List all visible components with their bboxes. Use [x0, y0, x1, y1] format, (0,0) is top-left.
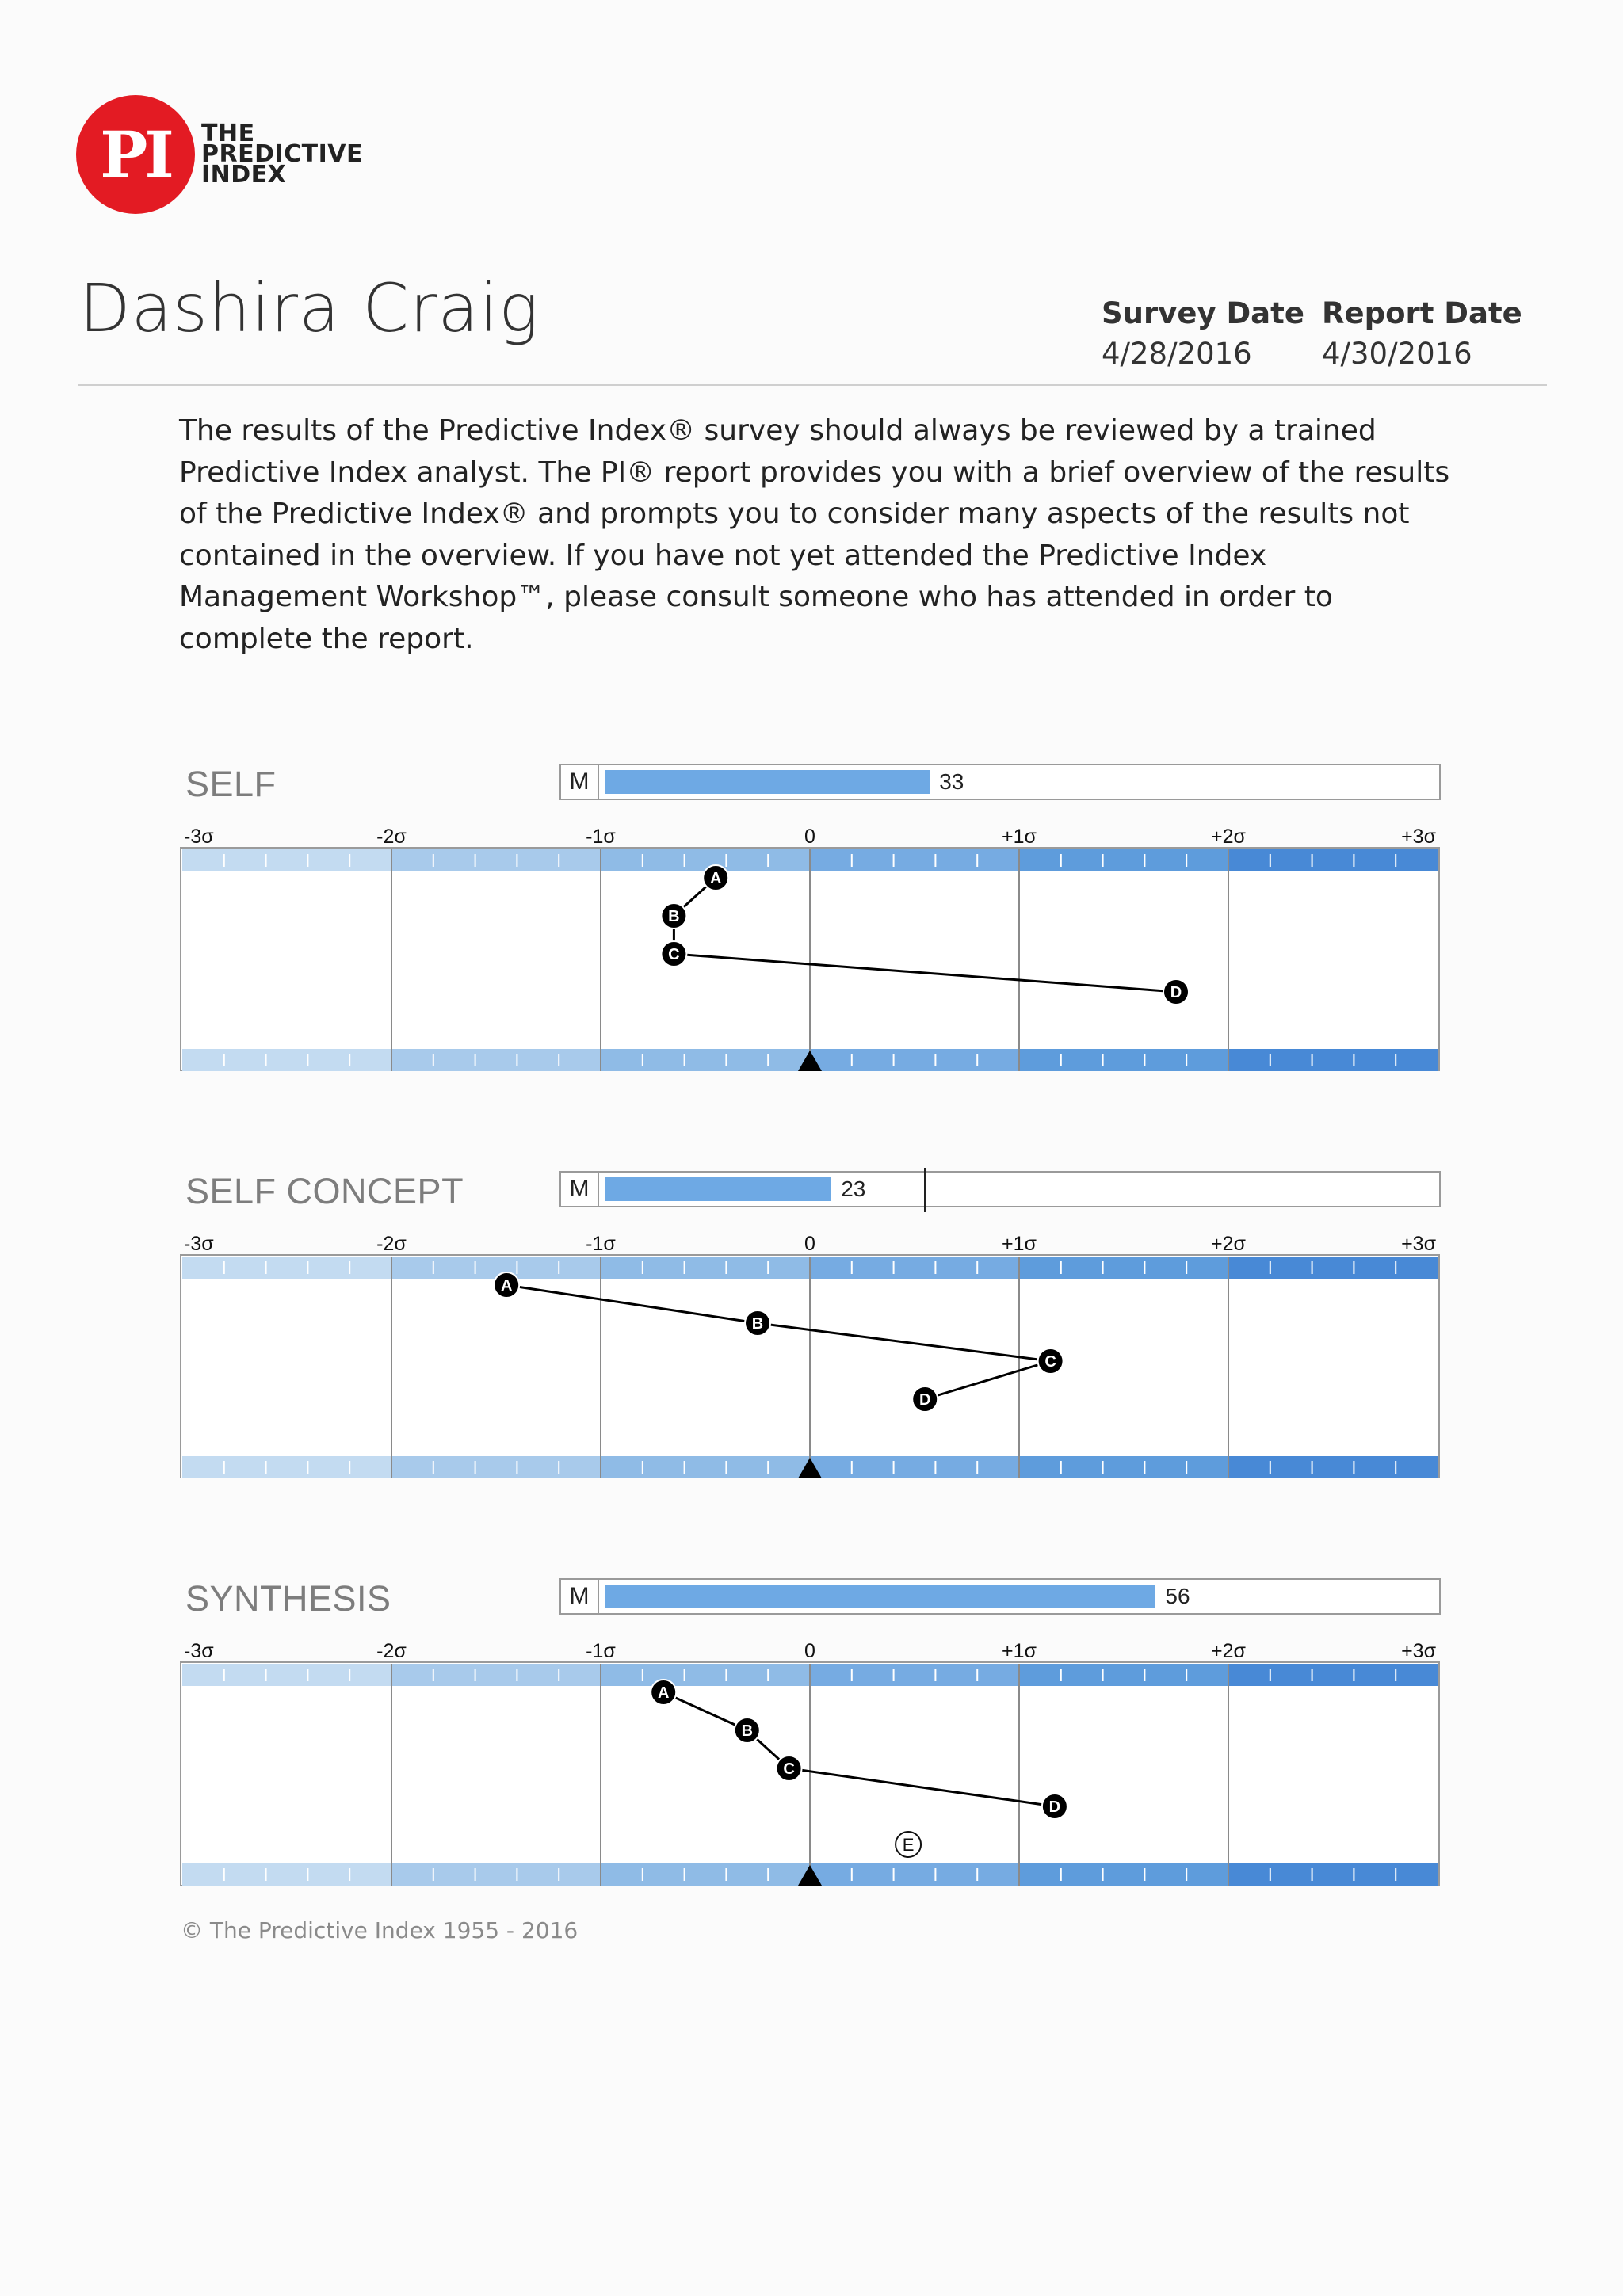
top-sigma-band: [810, 1257, 1019, 1279]
factor-point-label: B: [741, 1722, 754, 1740]
chart-section-self: [0, 764, 1623, 1112]
sigma-tick-label: +1σ: [1002, 1233, 1037, 1255]
factor-point-label: B: [751, 1315, 764, 1333]
sigma-tick-label: 0: [804, 1640, 815, 1662]
sigma-tick-label: -2σ: [376, 826, 407, 848]
bottom-sigma-band: [810, 1456, 1019, 1478]
pi-chart: [174, 1640, 1445, 1886]
bottom-sigma-band: [1019, 1049, 1228, 1071]
report-date-label: Report Date: [1322, 296, 1522, 330]
sigma-tick-label: -2σ: [376, 1640, 407, 1662]
m-score-value: 23: [841, 1177, 866, 1201]
sigma-tick-label: +2σ: [1211, 1640, 1246, 1662]
chart-title: SELF: [185, 764, 277, 804]
top-sigma-band: [1019, 1664, 1228, 1686]
top-sigma-band: [810, 849, 1019, 871]
m-score-value: 33: [939, 769, 964, 794]
top-sigma-band: [601, 849, 810, 871]
report-date-block: [1322, 296, 1522, 371]
sigma-tick-label: -3σ: [184, 1233, 214, 1255]
sigma-tick-label: -3σ: [184, 826, 214, 848]
m-label: M: [561, 765, 599, 799]
survey-date-label: Survey Date: [1102, 296, 1304, 330]
intro-paragraph: The results of the Predictive Index® survey should always be reviewed by a trained Predictive Index analyst. The PI® report provides you with a brief overview of the results of the Predictive Index® and prompts you to consider many aspects of the results not contained in the overview. If you have not yet attended the Predictive Index Management Workshop™, please consult someone who has attended in order to complete the report.: [179, 414, 1450, 655]
top-sigma-band: [1019, 1257, 1228, 1279]
m-score-marker: [924, 1168, 926, 1212]
top-sigma-band: [1228, 849, 1438, 871]
bottom-sigma-band: [1228, 1049, 1438, 1071]
top-sigma-band: [810, 1664, 1019, 1686]
bottom-sigma-band: [601, 1456, 810, 1478]
factor-point-label: A: [709, 870, 722, 887]
sigma-tick-label: +1σ: [1002, 1640, 1037, 1662]
top-sigma-band: [1228, 1664, 1438, 1686]
top-sigma-band: [182, 1257, 391, 1279]
sigma-tick-label: +1σ: [1002, 826, 1037, 848]
sigma-tick-label: +3σ: [1401, 1640, 1436, 1662]
m-score-bar: [605, 1585, 1155, 1608]
m-score-bar: [605, 770, 930, 794]
sigma-tick-label: -1σ: [586, 826, 616, 848]
sigma-tick-label: -1σ: [586, 1640, 616, 1662]
top-sigma-band: [391, 1664, 601, 1686]
pi-logo: [76, 95, 361, 219]
top-sigma-band: [391, 849, 601, 871]
bottom-sigma-band: [182, 1863, 391, 1886]
chart-section-self-concept: [0, 1171, 1623, 1520]
factor-point-label: D: [1170, 984, 1182, 1001]
bottom-sigma-band: [810, 1049, 1019, 1071]
bottom-sigma-band: [1228, 1456, 1438, 1478]
sigma-tick-label: -2σ: [376, 1233, 407, 1255]
factor-point-label: C: [783, 1760, 795, 1778]
m-score-value: 56: [1165, 1584, 1190, 1608]
bottom-sigma-band: [182, 1456, 391, 1478]
chart-title: SELF CONCEPT: [185, 1171, 464, 1211]
bottom-sigma-band: [391, 1863, 601, 1886]
pi-chart: [174, 1233, 1445, 1478]
bottom-sigma-band: [601, 1049, 810, 1071]
bottom-sigma-band: [391, 1049, 601, 1071]
factor-point-label: E: [902, 1835, 915, 1855]
factor-point-label: D: [918, 1391, 931, 1409]
m-label: M: [561, 1173, 599, 1206]
factor-point-label: B: [668, 908, 680, 925]
factor-point-label: A: [657, 1684, 670, 1702]
chart-title: SYNTHESIS: [185, 1578, 391, 1619]
bottom-sigma-band: [810, 1863, 1019, 1886]
top-sigma-band: [182, 849, 391, 871]
top-sigma-band: [1019, 849, 1228, 871]
sigma-tick-label: -1σ: [586, 1233, 616, 1255]
pi-logo-mark: PI: [76, 95, 195, 214]
pi-chart: [174, 826, 1445, 1071]
factor-point-label: C: [668, 946, 680, 963]
bottom-sigma-band: [1228, 1863, 1438, 1886]
sigma-tick-label: -3σ: [184, 1640, 214, 1662]
bottom-sigma-band: [601, 1863, 810, 1886]
survey-date-block: [1102, 296, 1304, 371]
sigma-tick-label: 0: [804, 1233, 815, 1255]
top-sigma-band: [1228, 1257, 1438, 1279]
chart-section-synthesis: [0, 1578, 1623, 1927]
m-score-box: [559, 1578, 1441, 1615]
sigma-tick-label: 0: [804, 826, 815, 848]
sigma-tick-label: +2σ: [1211, 826, 1246, 848]
factor-point-label: A: [500, 1277, 513, 1295]
header-divider: [78, 384, 1547, 386]
bottom-sigma-band: [182, 1049, 391, 1071]
sigma-tick-label: +3σ: [1401, 826, 1436, 848]
survey-date-value: 4/28/2016: [1102, 337, 1252, 371]
sigma-tick-label: +3σ: [1401, 1233, 1436, 1255]
m-score-box: [559, 1171, 1441, 1207]
pi-logo-wordmark: THE PREDICTIVE INDEX: [201, 120, 363, 189]
sigma-tick-label: +2σ: [1211, 1233, 1246, 1255]
top-sigma-band: [601, 1257, 810, 1279]
bottom-sigma-band: [391, 1456, 601, 1478]
factor-point-label: D: [1048, 1798, 1061, 1816]
top-sigma-band: [182, 1664, 391, 1686]
top-sigma-band: [601, 1664, 810, 1686]
m-score-bar: [605, 1177, 831, 1201]
bottom-sigma-band: [1019, 1456, 1228, 1478]
factor-point-label: C: [1044, 1353, 1056, 1371]
copyright-footer: © The Predictive Index 1955 - 2016: [181, 1917, 579, 1943]
person-name: Dashira Craig: [79, 269, 540, 347]
bottom-sigma-band: [1019, 1863, 1228, 1886]
report-date-value: 4/30/2016: [1322, 337, 1472, 371]
m-label: M: [561, 1580, 599, 1613]
top-sigma-band: [391, 1257, 601, 1279]
m-score-box: [559, 764, 1441, 800]
